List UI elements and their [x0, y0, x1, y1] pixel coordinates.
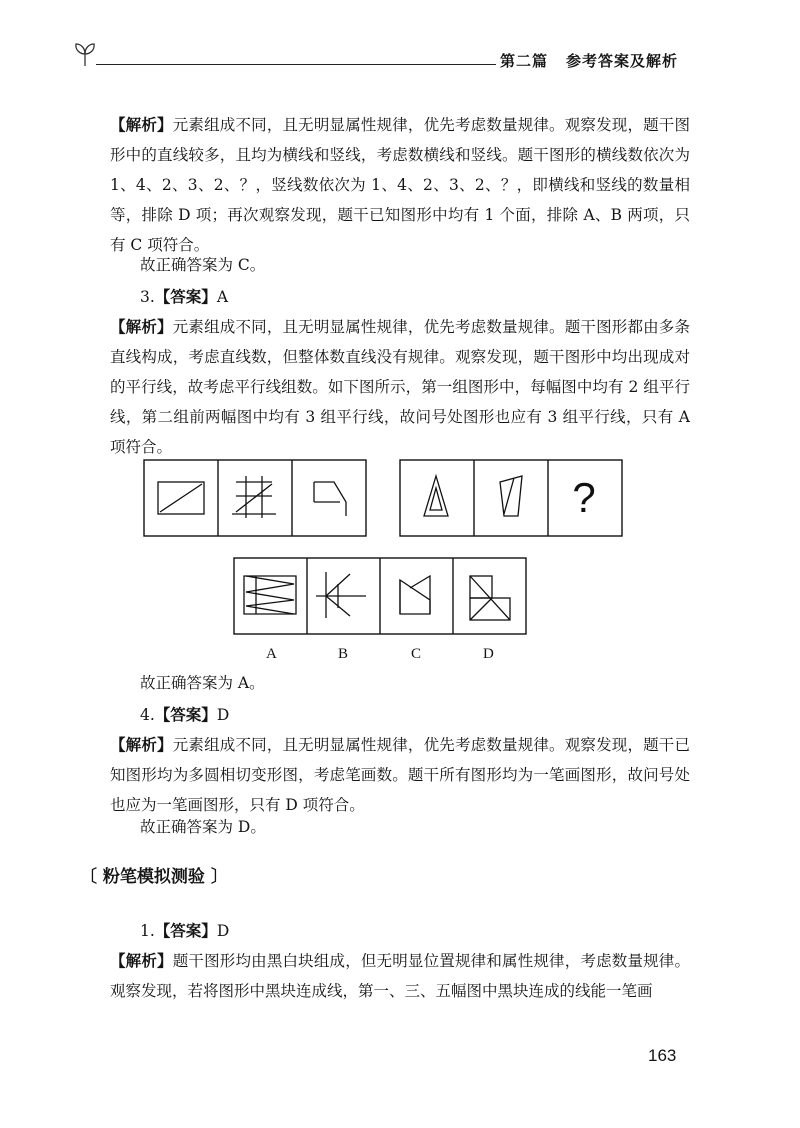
analysis-label: 【解析】	[110, 952, 173, 970]
option-label-b: B	[338, 646, 349, 662]
conclusion-text: 故正确答案为 D。	[140, 818, 266, 836]
analysis-paragraph	[110, 946, 690, 1006]
analysis-paragraph	[110, 110, 690, 260]
bracket-close-icon: 〕	[204, 867, 228, 887]
second-group-boxes	[400, 460, 622, 536]
answer-value: A	[216, 288, 229, 306]
answer-label: 【答案】	[154, 288, 217, 306]
question-number: 1.	[140, 922, 155, 940]
question-number: 3.	[140, 288, 155, 306]
answer-value: D	[216, 706, 230, 724]
option-label-c: C	[411, 646, 422, 662]
analysis-label: 【解析】	[110, 736, 173, 754]
figure-2	[232, 476, 276, 518]
answer-value: D	[216, 922, 230, 940]
option-b-figure	[316, 572, 366, 618]
option-d-figure	[470, 576, 510, 620]
analysis-paragraph	[110, 730, 690, 820]
option-boxes	[234, 558, 526, 634]
header-part: 第二篇	[500, 52, 549, 70]
question-mark: ?	[572, 474, 596, 521]
analysis-label: 【解析】	[110, 318, 173, 336]
option-label-d: D	[483, 646, 494, 662]
running-header	[500, 50, 696, 71]
page-number: 163	[648, 1046, 677, 1065]
answer-label: 【答案】	[154, 922, 217, 940]
answer-label: 【答案】	[154, 706, 217, 724]
question-number: 4.	[140, 706, 155, 724]
answer-line	[140, 282, 228, 312]
header-rule	[96, 64, 496, 65]
analysis-paragraph	[110, 312, 690, 462]
option-label-a: A	[266, 646, 277, 662]
figure-4	[424, 476, 448, 516]
analysis-text: 元素组成不同，且无明显属性规律，优先考虑数量规律。题干图形都由多条直线构成，考虑直线数，但整体数直线没有规律。观察发现，题干图形中均出现成对的平行线，故考虑平行线组数。如下图所示，第一组图形中，每幅图中均有 2 组平行线，第二组前两幅图中均有 3 组平行线，故问号处图形也应有 3 组平行线，只有 A 项符合。	[110, 318, 690, 456]
first-group-boxes	[144, 460, 366, 536]
analysis-label: 【解析】	[110, 116, 173, 134]
analysis-text: 元素组成不同，且无明显属性规律，优先考虑数量规律。观察发现，题干图形中的直线较多，且均为横线和竖线，考虑数横线和竖线。题干图形的横线数依次为 1、4、2、3、2、？，竖线数依次为 1、4、2、3、2、？，即横线和竖线的数量相等，排除 D 项；再次观察发现，题干已知图形中均有 1 个面，排除 A、B 两项，只有 C 项符合。	[110, 116, 690, 254]
figure-3	[314, 482, 346, 516]
figure-5	[500, 476, 522, 516]
section-title-text: 粉笔模拟测验	[102, 867, 205, 887]
analysis-text: 题干图形均由黑白块组成，但无明显位置规律和属性规律，考虑数量规律。观察发现，若将图形中黑块连成线，第一、三、五幅图中黑块连成的线能一笔画	[110, 952, 690, 1000]
figure-1	[158, 482, 204, 514]
analysis-text: 元素组成不同，且无明显属性规律，优先考虑数量规律。观察发现，题干已知图形均为多圆相切变形图，考虑笔画数。题干所有图形均为一笔画图形，故问号处也应为一笔画图形，只有 D 项符合。	[110, 736, 690, 814]
option-a-figure	[244, 576, 296, 614]
conclusion-text: 故正确答案为 C。	[140, 256, 266, 274]
answer-line	[140, 916, 229, 946]
conclusion-text: 故正确答案为 A。	[140, 674, 265, 692]
option-c-figure	[400, 576, 430, 614]
bracket-open-icon: 〔	[80, 867, 103, 887]
section-title	[80, 862, 228, 887]
header-title: 参考答案及解析	[566, 52, 679, 70]
answer-line	[140, 700, 229, 730]
